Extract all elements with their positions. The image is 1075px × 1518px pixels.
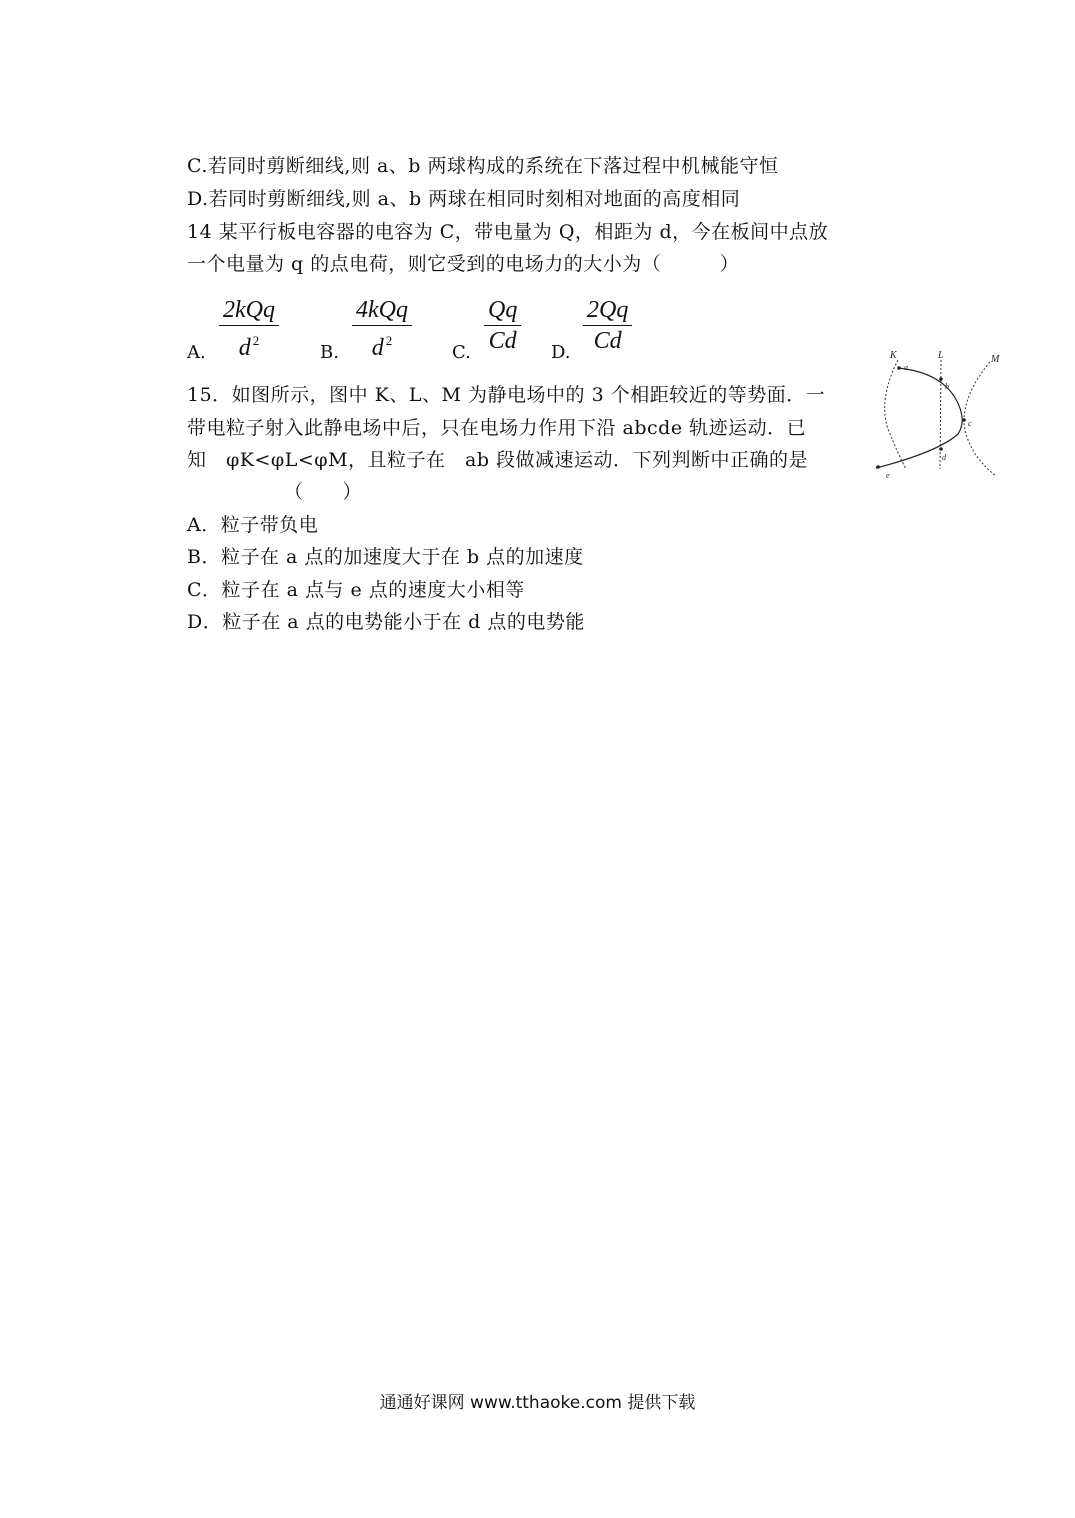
q14-option-c-formula xyxy=(484,295,521,356)
q14-option-d-formula xyxy=(583,295,632,356)
q15-option-a: A．粒子带负电 xyxy=(187,514,319,536)
q13-option-d: D.若同时剪断细线,则 a、b 两球在相同时刻相对地面的高度相同 xyxy=(187,188,741,210)
q14-option-b-formula xyxy=(352,295,412,363)
q14-stem-line-2: 一个电量为 q 的点电荷，则它受到的电场力的大小为（ ） xyxy=(187,253,740,275)
label-l: L xyxy=(938,350,944,361)
label-a: a xyxy=(904,363,908,372)
q14-option-a-exponent: 2 xyxy=(252,333,260,348)
q14-stem-line-1: 14 某平行板电容器的电容为 C，带电量为 Q，相距为 d，今在板间中点放 xyxy=(187,221,829,243)
q14-option-a-denominator: d xyxy=(238,335,251,361)
q14-option-c-label: C. xyxy=(452,342,471,363)
q14-option-c-denominator: Cd xyxy=(488,328,517,354)
q14-option-d-denominator: Cd xyxy=(593,328,622,354)
q15-option-b: B．粒子在 a 点的加速度大于在 b 点的加速度 xyxy=(187,546,584,568)
label-m: M xyxy=(991,354,1000,365)
label-k: K xyxy=(890,350,897,361)
q14-option-b-denominator: d xyxy=(371,335,384,361)
q14-option-b-numerator: 4kQq xyxy=(352,295,412,326)
point-c xyxy=(962,418,966,422)
q13-option-c: C.若同时剪断细线,则 a、b 两球构成的系统在下落过程中机械能守恒 xyxy=(187,155,779,177)
q14-option-b-label: B. xyxy=(320,342,339,363)
label-d: d xyxy=(942,453,946,462)
q14-option-b-exponent: 2 xyxy=(385,333,393,348)
q15-option-d: D．粒子在 a 点的电势能小于在 d 点的电势能 xyxy=(187,611,585,633)
surface-k xyxy=(885,360,906,469)
q15-stem-line-1: 15．如图所示，图中 K、L、M 为静电场中的 3 个相距较近的等势面．一 xyxy=(187,384,826,406)
label-c: c xyxy=(968,419,972,428)
q15-stem-line-2: 带电粒子射入此静电场中后，只在电场力作用下沿 abcde 轨迹运动．已 xyxy=(187,417,807,439)
q15-option-c: C．粒子在 a 点与 e 点的速度大小相等 xyxy=(187,579,525,601)
surface-l xyxy=(940,360,941,469)
q14-option-c-numerator: Qq xyxy=(484,295,521,326)
q14-option-d-label: D. xyxy=(551,342,571,363)
point-b xyxy=(939,377,943,381)
point-a xyxy=(897,366,901,370)
q14-option-a-formula xyxy=(219,295,279,363)
q14-option-d-numerator: 2Qq xyxy=(583,295,632,326)
page-footer: 通通好课网 www.tthaoke.com 提供下载 xyxy=(379,1393,696,1413)
point-e xyxy=(876,465,880,469)
point-d xyxy=(939,447,943,451)
q14-option-a-numerator: 2kQq xyxy=(219,295,279,326)
label-b: b xyxy=(945,382,949,391)
q14-option-a-label: A. xyxy=(187,342,206,363)
label-e: e xyxy=(886,471,890,480)
q15-stem-line-3: 知 φK<φL<φM，且粒子在 ab 段做减速运动．下列判断中正确的是 xyxy=(187,449,809,471)
q15-answer-blank: （ ） xyxy=(284,481,363,503)
equipotential-figure xyxy=(868,344,1003,484)
